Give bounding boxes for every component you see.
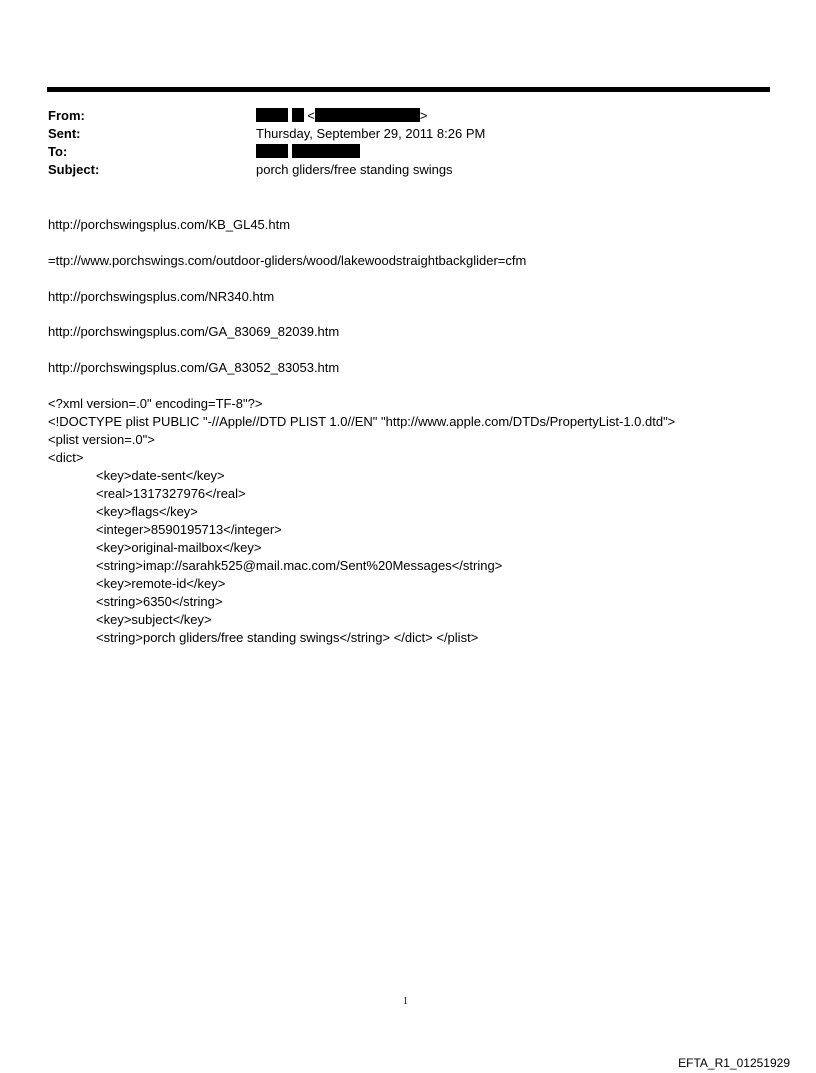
- from-open-bracket: <: [307, 108, 315, 123]
- to-value: [256, 143, 360, 161]
- redaction-box: [292, 144, 360, 158]
- sent-value: Thursday, September 29, 2011 8:26 PM: [256, 126, 486, 141]
- xml-block: [48, 395, 675, 647]
- dict-line: <string>imap://sarahk525@mail.mac.com/Sent%20Messages</string>: [96, 558, 503, 573]
- xml-line: <dict>: [48, 450, 84, 465]
- xml-line: <?xml version=.0" encoding=TF-8"?>: [48, 396, 263, 411]
- dict-line: <key>subject</key>: [96, 612, 212, 627]
- link-line[interactable]: http://porchswingsplus.com/NR340.htm: [48, 289, 275, 304]
- from-value: [256, 107, 427, 125]
- xml-line: <!DOCTYPE plist PUBLIC "-//Apple//DTD PLIST 1.0//EN" "http://www.apple.com/DTDs/PropertyList-1.0.dtd">: [48, 414, 676, 429]
- header-divider: [47, 87, 770, 92]
- dict-line: <integer>8590195713</integer>: [96, 522, 282, 537]
- link-line[interactable]: http://porchswingsplus.com/KB_GL45.htm: [48, 217, 291, 232]
- dict-line: <string>6350</string>: [96, 594, 223, 609]
- dict-line: <key>original-mailbox</key>: [96, 540, 262, 555]
- dict-line: <key>date-sent</key>: [96, 468, 225, 483]
- link-line[interactable]: =ttp://www.porchswings.com/outdoor-gliders/wood/lakewoodstraightbackglider=cfm: [48, 253, 527, 268]
- dict-line: <key>remote-id</key>: [96, 576, 226, 591]
- redaction-box: [315, 108, 420, 122]
- to-label: To:: [48, 144, 68, 159]
- from-label: From:: [48, 108, 85, 123]
- link-line[interactable]: http://porchswingsplus.com/GA_83052_83053.htm: [48, 360, 340, 375]
- subject-label: Subject:: [48, 162, 100, 177]
- document-id-stamp: EFTA_R1_01251929: [678, 1056, 790, 1070]
- subject-value: porch gliders/free standing swings: [256, 162, 453, 177]
- dict-line: <real>1317327976</real>: [96, 486, 246, 501]
- redaction-box: [256, 108, 288, 122]
- xml-line: <plist version=.0">: [48, 432, 155, 447]
- link-line[interactable]: http://porchswingsplus.com/GA_83069_82039.htm: [48, 324, 340, 339]
- sent-label: Sent:: [48, 126, 81, 141]
- page-number: 1: [403, 996, 408, 1007]
- redaction-box: [256, 144, 288, 158]
- redaction-box: [292, 108, 304, 122]
- dict-line: <key>flags</key>: [96, 504, 198, 519]
- from-close-bracket: >: [419, 108, 428, 123]
- dict-line: <string>porch gliders/free standing swings</string> </dict> </plist>: [96, 630, 479, 645]
